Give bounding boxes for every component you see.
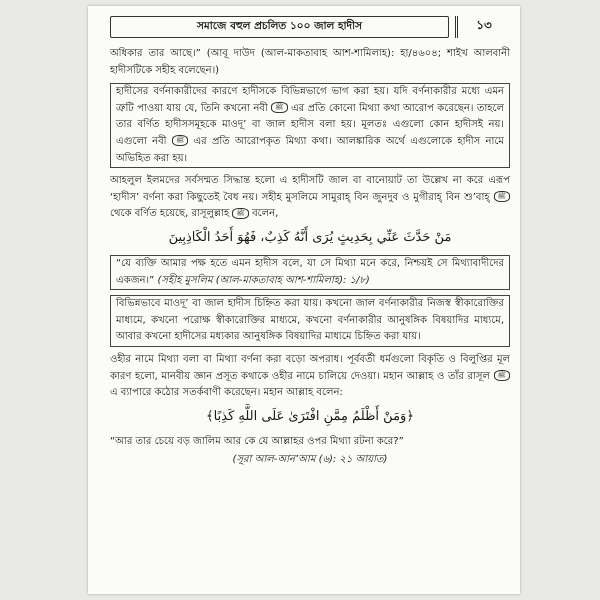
paragraph-2 xyxy=(116,84,504,167)
page-header xyxy=(110,16,510,38)
verse-reference: (সূরা আল-আন’আম (৬): ২১ আয়াত) xyxy=(232,454,388,466)
radiallahu-icon: ﷺ xyxy=(494,191,510,202)
boxed-hadith-translation xyxy=(110,255,510,290)
verse-translation: “আর তার চেয়ে বড় জালিম আর কে যে আল্লাহর ওপর মিথ্যা রটনা করে?” xyxy=(110,435,404,447)
paragraph-3 xyxy=(110,173,510,223)
salawat-icon: ﷺ xyxy=(172,135,188,146)
paragraph-5: বিভিন্নভাবে মাওদূ’ বা জাল হাদীস চিহ্নিত করা যায়। কখনো জাল বর্ণনাকারীর নিজস্ব স্বীকারোক্তির মাধ্যমে, কখনো পরোক্ষ স্বীকারোক্তির মাধ্যমে, কখনো বর্ণনাকারীর আনুষঙ্গিক বিষয়াদির মাধ্যমে, আবার কখনো হাদীসের মধ্যকার আনুষঙ্গিক বিষয়াদির মাধ্যমে চিহ্নিত করা যায়। xyxy=(116,298,504,343)
salawat-icon: ﷺ xyxy=(232,208,248,219)
arabic-hadith-text: مَنْ حَدَّثَ عَنِّي بِحَدِيثٍ يُرَى أَنَّهُ كَذِبٌ، فَهُوَ أَحَدُ الْكَاذِبِينَ xyxy=(168,229,452,245)
boxed-paragraph-definition xyxy=(110,83,510,168)
paragraph-2-part-a: হাদীসের বর্ণনাকারীদের কারণে হাদীসকে বিভিন্নভাগে ভাগ করা হয়। যদি বর্ণনাকারীর মধ্যে এমন ত্রুটি পাওয়া যায় যে, তিনি কখনো নবী xyxy=(116,86,504,114)
running-title: সমাজে বহুল প্রচলিত ১০০ জাল হাদীস xyxy=(110,16,449,38)
paragraph-1: অধিকার তার আছে।” (আবূ দাউদ (আল-মাকতাবাহ আশ-শামিলাহ): হা/৪৬০৪; শাইখ আলবানী হাদীসটিকে সহীহ বলেছেন।) xyxy=(110,48,510,76)
paragraph-2-part-b: এর প্রতি কোনো মিথ্যা কথা আরোপ করেছেন। তাহলে তার বর্ণিত হাদীসসমূহকে মাওদূ’ বা জাল হাদীস বলা হয়। মূলতঃ এগুলো কোন হাদীসই নয়। এগুলো নবী xyxy=(116,102,504,147)
paragraph-6 xyxy=(110,352,510,402)
arabic-quran-verse: ﴿وَمَنْ أَظْلَمُ مِمَّنِ افْتَرَىٰ عَلَى اللَّهِ كَذِبًا﴾ xyxy=(206,408,414,424)
paragraph-6-part-b: এ ব্যাপারে কঠোর সতর্কবাণী করেছেন। মহান আল্লাহ বলেন: xyxy=(110,387,343,399)
page-number: ১৩ xyxy=(455,16,510,38)
book-page xyxy=(88,6,520,594)
paragraph-3-part-b: থেকে বর্ণিত হয়েছে, রাসূলুল্লাহ xyxy=(110,208,230,220)
paragraph-3-part-c: বলেন, xyxy=(252,208,279,220)
boxed-paragraph-identification xyxy=(110,295,510,347)
salawat-icon: ﷺ xyxy=(271,102,287,113)
paragraph-6-part-a: ওহীর নামে মিথ্যা বলা বা মিথ্যা বর্ণনা করা বড়ো অপরাধ। পূর্ববর্তী ধর্মগুলো বিকৃতি ও বিলুপ্তির মূল কারণ হলো, মানবীয় জ্ঞান প্রসূত কথাকে ওহীর নামে চালিয়ে দেওয়া। মহান আল্লাহ ও তাঁর রাসূল xyxy=(110,353,510,382)
paragraph-2-part-c: এর প্রতি আরোপকৃত মিথ্যা কথা। আলঙ্কারিক অর্থে এগুলোকে হাদীস নামে অভিহিত করা হয়। xyxy=(116,135,504,164)
hadith-translation: “যে ব্যক্তি আমার পক্ষ হতে এমন হাদীস বলে, যা সে মিথ্যা মনে করে, নিশ্চয়ই সে মিথ্যাবাদীদের একজন।” xyxy=(116,257,504,286)
paragraph-4 xyxy=(116,256,504,289)
hadith-source: (সহীহ মুসলিম (আল-মাকতাবাহ আশ-শামিলাহ): ১/৮) xyxy=(157,274,370,286)
salawat-icon: ﷺ xyxy=(494,370,510,381)
page-body xyxy=(110,46,510,588)
paragraph-3-part-a: আহলুল ইলমদের সর্বসম্মত সিদ্ধান্ত হলো এ হাদীসটি জাল বা বানোয়াট তা উল্লেখ না করে এরূপ ‘হাদীস’ বর্ণনা করা কিছুতেই বৈধ নয়। সহীহ মুসলিমে সামুরাহ্ বিন জুনদুব ও মুগীরাহ্ বিন শু’বাহ্ xyxy=(110,175,510,203)
